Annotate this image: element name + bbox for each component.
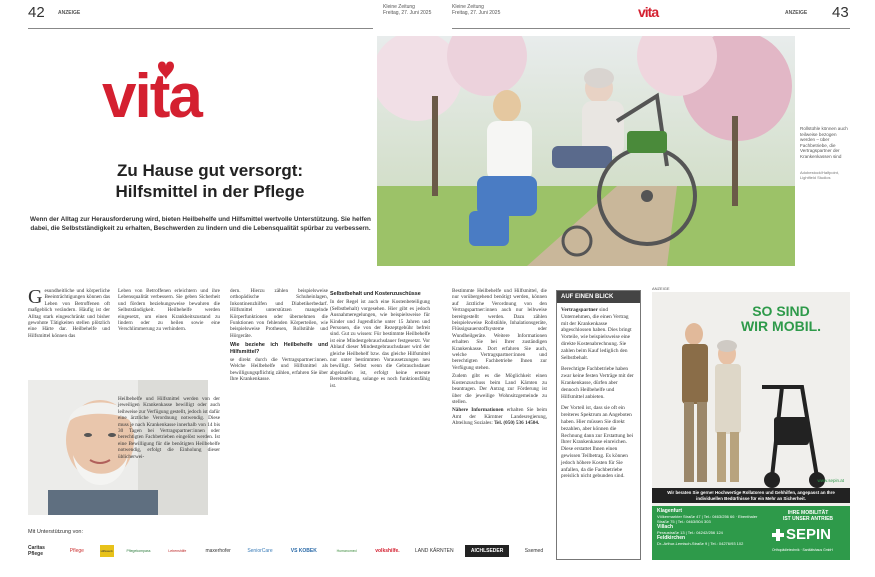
box-title: AUF EINEN BLICK bbox=[557, 291, 640, 303]
brand-sub: Orthopädietechnik · Sanitätshaus GmbH bbox=[772, 548, 833, 552]
vita-logo-text: vita bbox=[102, 62, 201, 131]
ad-slogan-line2: WIR MOBIL. bbox=[740, 318, 822, 334]
info-tel: Tel. (050) 536 14504. bbox=[494, 420, 540, 427]
page-number-right: 43 bbox=[832, 4, 849, 21]
lead-paragraph: Wenn der Alltag zur Herausforderung wird, bieten Heilbehelfe und Hilfsmittel wertvolle Unterstützung. Sie helfen dabei, die Selbstständigkeit zu erhalten, Beschwerden zu lindern und die Lebensqualität spürbar zu verbessern. bbox=[30, 216, 371, 232]
ad-url[interactable]: www.sepin.at bbox=[817, 478, 844, 483]
ad-slogan-line1: SO SIND bbox=[752, 303, 810, 319]
logo-land-kaernten: LAND KÄRNTEN bbox=[414, 548, 454, 554]
couple-rollator-illustration bbox=[652, 312, 850, 492]
logo-seniorcare: SeniorCare bbox=[247, 548, 273, 554]
box-paragraph: Berechtigte Fachbetriebe haben zwar keine festen Verträge mit der Krankenkasse, dürfen aber dennoch Heilbehelfe und Hilfsmittel anbieten. bbox=[561, 366, 634, 400]
logo-maxerhofer: maxerhofer bbox=[205, 548, 231, 554]
ad-footer bbox=[652, 506, 850, 560]
brand-tag-1: IHRE MOBILITÄT bbox=[787, 510, 829, 516]
hero-photo-illustration bbox=[377, 36, 795, 266]
subheading: Selbstbehalt und Kostenzuschüsse bbox=[330, 291, 421, 297]
logo-caritas: Caritas Pflege bbox=[28, 545, 45, 557]
header-vita-logo: vita bbox=[638, 4, 659, 20]
logo-ssemed: Ssemed bbox=[524, 548, 544, 554]
column-text: esundheitliche und körperliche Beeinträchtigungen können das Leben von Betroffenen oft maßgeblich verändern. Häufig ist der Alltag stark eingeschränkt und bisher gewohnte Tätigkeiten stellen plötzlich eine Härte dar. Heilbehelfe und Hilfsmittel können das bbox=[28, 288, 110, 339]
header-rule-left bbox=[28, 28, 373, 29]
column-text: Heilbehelfe und Hilfsmittel werden von der jeweiligen Krankenkasse bewilligt oder auch leihweise zur Verfügung gestellt, jedoch ist dafür eine ärztliche Verordnung notwendig. Diese muss je nach Krankenkasse innerhalb von 14 bis 30 Tagen bei Vertragspartner:innen oder berechtigten Fachbetrieben eingelöst werden. Ist eine Bewilligung für die benötigten Heilbehelfe notwendig, erfolgt die Einholung dieser üblicherwei- bbox=[118, 396, 220, 460]
logo-pflege: Pflege bbox=[69, 548, 84, 554]
sepin-logo bbox=[772, 526, 848, 543]
info-box bbox=[556, 290, 641, 560]
edition-right bbox=[452, 4, 522, 16]
info-text: erhalten Sie beim Amt der Kärntner Landesregierung, Abteilung Soziales: bbox=[452, 407, 547, 427]
location-text: Peraustraße 13 | Tel.: 04242/256 124 bbox=[657, 530, 723, 535]
article-column-5 bbox=[452, 288, 547, 429]
brand-tag-2: IST UNSER ANTRIEB bbox=[782, 516, 834, 522]
logo-kobek: VS KOBEK bbox=[290, 548, 317, 554]
subheading: Wie beziehe ich Heilbehelfe und Hilfsmittel? bbox=[230, 342, 328, 355]
section-label-right: ANZEIGE bbox=[785, 10, 808, 16]
info-paragraph bbox=[452, 407, 547, 426]
sepin-ad[interactable] bbox=[652, 292, 850, 560]
location-text: Dr.-Arthur-Lemisch-Straße 9 | Tel.: 04276/93 102 bbox=[657, 541, 744, 546]
box-bold: Vertragspartner bbox=[561, 307, 598, 313]
support-logos bbox=[28, 545, 548, 557]
edition-left bbox=[383, 4, 443, 16]
ad-banner: Wir beraten Sie gerne! Hochwertige Rollatoren und Gehhilfen, angepasst an Ihre individuellen Bedürfnisse für ein Mehr an Sicherheit. bbox=[652, 488, 850, 503]
logo-lebenshilfe: Lebenshilfe bbox=[168, 549, 187, 553]
vita-logo bbox=[100, 58, 250, 131]
box-text: sind Unternehmen, die einen Vertrag mit der Krankenkasse abgeschlossen haben. Dies bringt Vorteile, wie beispielsweise eine direkte Kostenabrechnung. Sie zahlen beim Kauf lediglich den Selbstbehalt. bbox=[561, 307, 632, 361]
location-text: Völkermarkter Straße 47 | Tel.: 0463/256 66 · Ebenthaler Straße 75 | Tel.: 0463/504 303 bbox=[657, 514, 758, 524]
article-column-2 bbox=[118, 288, 220, 335]
header-rule-right bbox=[452, 28, 850, 29]
column-text: Zudem gibt es die Möglichkeit einen Kostenzuschuss beim Land Kärnten zu beantragen. Der Antrag zur Förderung ist über die jeweilige Wohnsitzgemeinde zu stellen. bbox=[452, 373, 547, 405]
article-column-4 bbox=[330, 288, 430, 391]
article-column-2b bbox=[118, 396, 220, 462]
logo-humanomed: Humanomed bbox=[336, 549, 357, 553]
section-label-left: ANZEIGE bbox=[58, 10, 81, 16]
headline bbox=[60, 160, 360, 202]
support-label: Mit Unterstützung von: bbox=[28, 529, 84, 535]
location-title: Klagenfurt bbox=[657, 508, 682, 514]
location-title: Feldkirchen bbox=[657, 535, 686, 541]
logo-pflegekompass: Pflegekompass bbox=[126, 549, 151, 553]
logo-aichlseder: AICHLSEDER bbox=[465, 545, 509, 557]
photo-caption: Rollstühle können auch teilweise bezogen werden – über Fachbetriebe, die Vertragspartner der Krankenkassen sind bbox=[800, 126, 848, 159]
brand-name: SEPIN bbox=[786, 526, 832, 543]
info-bold: Nähere Informationen bbox=[452, 407, 504, 414]
edition-date: Freitag, 27. Juni 2025 bbox=[383, 10, 432, 16]
headline-line1: Zu Hause gut versorgt: bbox=[116, 161, 304, 180]
edition-paper: Kleine Zeitung bbox=[452, 4, 484, 10]
column-text: se direkt durch die Vertragspartner:innen. Welche Heilbehelfe und Hilfsmittel als bewilligungspflichtig zählen, erfahren Sie über Ihre Krankenkasse. bbox=[230, 357, 328, 383]
article-column-3 bbox=[230, 288, 328, 385]
hero-photo bbox=[377, 36, 795, 266]
column-text: Bestimmte Heilbehelfe und Hilfsmittel, die nur vorübergehend benötigt werden, können auf ärztliche Verordnung von den Vertragspartner:innen auch nur leihweise bereitgestellt werden. Dazu zählen beispielsweise Rollstühle, Inhalationsgeräte, Flüssigsauerstoffsysteme oder Wundheilgeräte. Weitere Informationen erhalten Sie bei Ihrer zuständigen Krankenkasse. Dort erfahren Sie auch, welche Vertragspartner:innen und berechtigten Fachbetriebe Ihnen zur Verfügung stehen. bbox=[452, 288, 547, 371]
photo-credit: Adobestock/Halfpoint, Lightfield Studios bbox=[800, 170, 839, 180]
medical-cross-icon bbox=[772, 529, 784, 541]
article-column-1 bbox=[28, 288, 110, 339]
column-text: In der Regel ist auch eine Kostenbeteiligung (Selbstbehalt) vorgesehen. Hier gibt es jedoch Ausnahmeregelungen, wie beispielsweise für Kinder und Jugendliche unter 15 Jahren und Personen, die von der Rezeptgebühr befreit sind. Gut zu wissen: Für bestimmte Heilbehelfe ist eine Mindestgebrauchsdauer festgesetzt. Vor Ablauf dieser Mindestgebrauchsdauer wird der gleiche Heilbehelf bzw. das gleiche Hilfsmittel nur unter bestimmten Voraussetzungen neu bewilligt. Selbst wenn die Gebrauchsdauer abgelaufen ist, erfolgt keine erneute Bereitstellung, solange es noch funktionsfähig ist. bbox=[330, 299, 430, 389]
ad-label: ANZEIGE bbox=[652, 286, 670, 291]
column-text: dern. Hierzu zählen beispielsweise orthopädische Schuheinlagen, Inkontinenzhilfen und Diabetikerbedarf. Hilfsmittel unterstützen mangelnde Körperfunktionen oder übernehmen die Funktionen von fehlenden Körperteilen, wie beispielsweise Prothesen, Rollstühle und Hörgeräte. bbox=[230, 288, 328, 339]
column-text: Leben von Betroffenen erleichtern und ihre Lebensqualität verbessern. Sie geben Sicherheit und fördern beziehungsweise bewahren die Selbstständigkeit. Heilbehelfe werden eingesetzt, um einen Krankheitszustand zu lindern oder zu heilen sowie eine Verschlimmerung zu verhindern. bbox=[118, 288, 220, 333]
page-number-left: 42 bbox=[28, 4, 45, 21]
headline-line2: Hilfsmittel in der Pflege bbox=[115, 182, 305, 201]
logo-hilfswerk: Hilfswerk bbox=[100, 545, 114, 557]
dropcap: G bbox=[28, 286, 43, 308]
box-paragraph: Der Vorteil ist, dass sie oft ein breiteres Spektrum an Angeboten haben. Hier müssen Sie direkt bezahlen, aber können die Rechnung dann zur Erstattung bei Ihrer Krankenkasse einreichen. Diese erstattet Ihnen einen gewissen Teilbetrag. Es können jedoch höhere Kosten für Sie anfallen, da die Fachbetriebe preislich nicht gebunden sind. bbox=[561, 405, 634, 480]
box-paragraph bbox=[561, 307, 636, 361]
edition-date: Freitag, 27. Juni 2025 bbox=[452, 10, 501, 16]
edition-paper: Kleine Zeitung bbox=[383, 4, 415, 10]
logo-volkshilfe: volkshilfe. bbox=[375, 548, 400, 554]
location-title: Villach bbox=[657, 524, 674, 530]
